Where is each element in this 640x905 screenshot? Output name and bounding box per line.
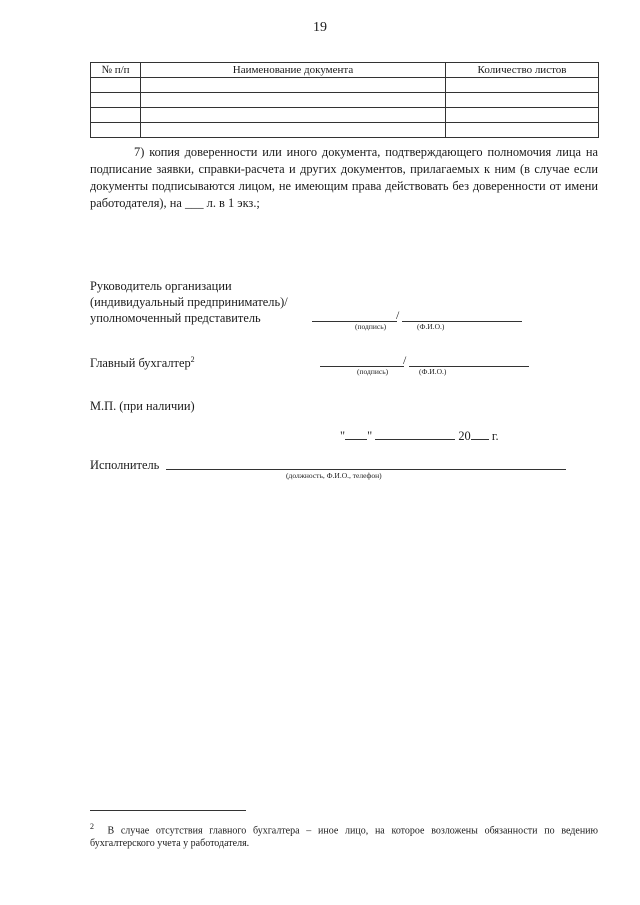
column-header-document-name: Наименование документа xyxy=(141,63,446,78)
head-name-caption: (Ф.И.О.) xyxy=(417,322,445,331)
accountant-name-caption: (Ф.И.О.) xyxy=(419,367,447,376)
footnote-ref: 2 xyxy=(190,355,195,364)
date-year-suffix: г. xyxy=(491,429,499,443)
date-year-prefix: 20 xyxy=(458,429,471,443)
paragraph-item-7: 7) копия доверенности или иного документа, подтверждающего полномочия лица на подписание заявки, справки-расчета и других документов, прилагаемых к ним (в случае если документы подписываются лицом, не имеющим права действовать без доверенности от имени работодателя), на ___ л. в 1 экз.; xyxy=(90,145,598,210)
column-header-sheet-count: Количество листов xyxy=(446,63,599,78)
table-header-row xyxy=(91,63,599,78)
date-line xyxy=(340,427,499,444)
accountant-signature-caption: (подпись) xyxy=(357,367,389,376)
date-year-blank[interactable] xyxy=(471,427,489,440)
table-cell xyxy=(446,108,599,123)
table-cell xyxy=(141,78,446,93)
date-open-quote: " xyxy=(340,429,346,443)
head-title-line-2: (индивидуальный предприниматель)/ xyxy=(90,295,288,309)
head-title-line-1: Руководитель организации xyxy=(90,279,232,293)
documents-table xyxy=(90,62,599,138)
date-close-quote: " xyxy=(367,429,373,443)
head-signature-caption: (подпись) xyxy=(355,322,387,331)
table-row xyxy=(91,108,599,123)
footnote-text: В случае отсутствия главного бухгалтера – иное лицо, на которое возложены обязанности по ведению бухгалтерского учета у работодателя. xyxy=(90,825,598,850)
column-header-number: № п/п xyxy=(91,63,141,78)
head-slash: / xyxy=(396,308,400,322)
footnote-separator xyxy=(90,810,246,811)
accountant-slash: / xyxy=(403,353,407,367)
date-day-blank[interactable] xyxy=(345,427,367,440)
table-cell xyxy=(141,123,446,138)
table-cell xyxy=(141,93,446,108)
page-number: 19 xyxy=(313,20,327,35)
table-row xyxy=(91,78,599,93)
table-cell xyxy=(446,93,599,108)
table-cell xyxy=(91,78,141,93)
table-cell xyxy=(446,123,599,138)
table-cell xyxy=(91,123,141,138)
table-row xyxy=(91,93,599,108)
footnote-marker: 2 xyxy=(90,822,94,831)
table-cell xyxy=(91,93,141,108)
accountant-title: Главный бухгалтер$^2$ xyxy=(90,355,195,371)
head-title-line-3: уполномоченный представитель xyxy=(90,311,261,325)
table-cell xyxy=(141,108,446,123)
executor-caption: (должность, Ф.И.О., телефон) xyxy=(286,471,382,480)
table-cell xyxy=(446,78,599,93)
stamp-label: М.П. (при наличии) xyxy=(90,399,195,413)
date-month-blank[interactable] xyxy=(375,427,455,440)
table-row xyxy=(91,123,599,138)
executor-line[interactable] xyxy=(166,469,566,470)
executor-label: Исполнитель xyxy=(90,458,160,472)
footnote xyxy=(90,820,598,850)
table-cell xyxy=(91,108,141,123)
